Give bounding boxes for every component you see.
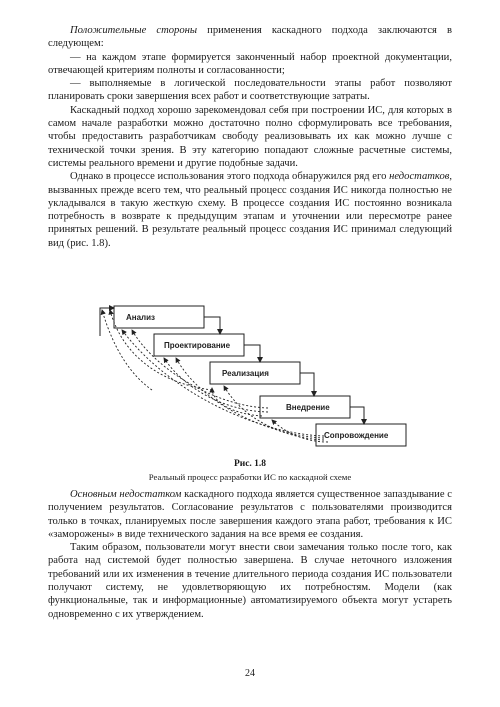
main-drawback-term: Основным недостатком xyxy=(70,489,182,500)
paragraph-applicability: Каскадный подход хорошо зарекомендовал себя при построении ИС, для которых в самом начале разработки можно достаточно полно сформулировать все требования, чтобы предоставить разработчикам свободу реализовывать их как можно лучше с технической точки зрения. В эту категорию попадают сложные расчетные системы, системы реального времени и другие подобные задачи. xyxy=(48,104,452,169)
advantages-intro: применения каскадного подхода заключаются в следующем: xyxy=(48,25,452,50)
paragraph-drawbacks-intro xyxy=(48,170,452,250)
figure-title: Рис. 1.8 xyxy=(233,459,267,469)
stage-label-deployment: Внедрение xyxy=(286,403,330,412)
drawbacks-intro-rest: , вызванных прежде всего тем, что реальный процесс создания ИС никогда полностью не укладывался в такую жесткую схему. В процессе создания ИС постоянно возникала потребность в возврате к предыдущим этапам и уточнении или пересмотре ранее принятых решений. В результате реальный процесс создания ИС принимал следующий вид (рис. 1.8). xyxy=(48,171,452,249)
entry-arrow xyxy=(100,308,114,336)
advantage-item-1: — на каждом этапе формируется законченный набор проектной документации, отвечающей критериям полноты и согласованности; xyxy=(48,51,452,76)
advantages-heading: Положительные стороны xyxy=(70,25,198,36)
page-number: 24 xyxy=(245,668,255,679)
drawbacks-term: недостатков xyxy=(389,171,450,183)
cascade-diagram-svg xyxy=(92,296,422,456)
stage-label-design: Проектирование xyxy=(164,341,231,350)
stage-label-implementation: Реализация xyxy=(222,369,269,378)
cascade-diagram xyxy=(92,296,422,456)
figure-caption: Реальный процесс разработки ИС по каскадной схеме xyxy=(148,472,352,482)
drawbacks-intro-start: Однако в процессе использования этого подхода обнаружился ряд его xyxy=(70,171,390,183)
paragraph-main-drawback xyxy=(48,488,452,541)
text-block-bottom xyxy=(48,488,452,621)
paragraph-advantages xyxy=(48,24,452,51)
paragraph-consequences: Таким образом, пользователи могут внести свои замечания только после того, как работа над системой будет полностью завершена. В случае неточного изложения требований или их изменения в течение длительного периода создания ИС пользователи получают систему, не удовлетворяющую их потребностям. Модели (как функциональные, так и информационные) автоматизируемого объекта могут устареть одновременно с их утверждением. xyxy=(48,542,452,620)
text-block-top xyxy=(48,24,452,250)
stage-label-maintenance: Сопровождение xyxy=(324,431,389,440)
main-drawback-text: каскадного подхода является существенное запаздывание с получением результатов. Согласование результатов с пользователями производится только в точках, планируемых после завершения каждого этапа работ, требования к ИС «заморожены» в виде технического задания на все время ее создания. xyxy=(48,489,452,540)
stage-label-analysis: Анализ xyxy=(126,313,156,322)
advantage-item-2: — выполняемые в логической последовательности этапы работ позволяют планировать сроки завершения всех работ и соответствующие затраты. xyxy=(48,78,452,103)
